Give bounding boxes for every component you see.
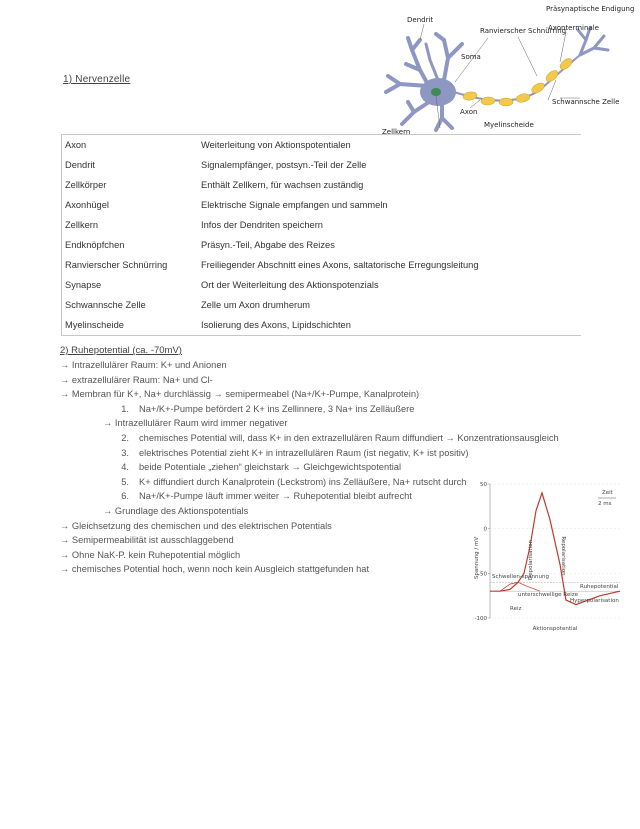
term-row — [62, 195, 582, 215]
section2-title: 2) Ruhepotential (ca. -70mV) — [60, 345, 182, 356]
y-tick-label: 50 — [480, 482, 487, 488]
note-text: → Gleichsetzung des chemischen und des elektrischen Potentials — [60, 520, 332, 531]
term-row — [62, 135, 582, 156]
note-number: 4. — [121, 462, 129, 473]
term-name: Myelinscheide — [62, 315, 202, 336]
note-number: 3. — [121, 447, 129, 458]
term-row — [62, 315, 582, 336]
label-myelin: Myelinscheide — [484, 121, 534, 129]
term-definition: Enthält Zellkern, für wachsen zuständig — [201, 180, 364, 190]
label-zellkern: Zellkern — [382, 128, 411, 136]
label-ranvier: Ranvierscher Schnürring — [480, 27, 567, 35]
neuron-diagram — [380, 0, 640, 140]
term-name: Dendrit — [62, 155, 202, 175]
label-axonterminale: Axonterminale — [548, 24, 599, 32]
term-name: Zellkörper — [62, 175, 202, 195]
note-text: → chemisches Potential hoch, wenn noch kein Ausgleich stattgefunden hat — [60, 564, 370, 575]
annotation-reiz: Reiz — [510, 606, 522, 612]
note-line — [60, 402, 560, 417]
note-line — [60, 358, 560, 373]
scale-value: 2 ms — [598, 501, 612, 507]
term-name: Ranvierscher Schnürring — [62, 255, 202, 275]
label-praesyn: Präsynaptische Endigung — [546, 5, 635, 13]
myelin-segment — [481, 97, 496, 106]
label-soma: Soma — [461, 53, 481, 61]
note-text: → Grundlage des Aktionspotentials — [103, 505, 249, 516]
note-text: K+ diffundiert durch Kanalprotein (Leckstrom) ins Zelläußere, Na+ rutscht durch — [139, 476, 467, 487]
note-text: → Ohne NaK-P. kein Ruhepotential möglich — [60, 549, 241, 560]
y-tick-label: -50 — [478, 571, 487, 578]
note-line — [60, 416, 560, 431]
neuron-dendrites — [386, 34, 462, 130]
note-text: beide Potentiale „ziehen“ gleichstark → Gleichgewichtspotential — [139, 462, 402, 473]
note-text: → Semipermeabilität ist ausschlaggebend — [60, 535, 234, 546]
term-definition: Ort der Weiterleitung des Aktionspotenzials — [201, 280, 379, 290]
term-definition: Infos der Dendriten speichern — [201, 220, 323, 230]
note-text: → extrazellulärer Raum: Na+ und Cl- — [60, 374, 213, 385]
note-line — [60, 431, 560, 446]
note-text: → Intrazellulärer Raum wird immer negativer — [103, 418, 288, 429]
action-potential-chart — [470, 478, 625, 636]
note-number: 5. — [121, 476, 129, 487]
term-definition: Präsyn.-Teil, Abgabe des Reizes — [201, 240, 335, 250]
label-axon: Axon — [460, 108, 478, 116]
annotation-repol: Repolarisation — [560, 536, 566, 576]
annotation-ruhe: Ruhepotential — [580, 584, 619, 590]
y-axis-label: Spannung / mV — [474, 536, 480, 580]
term-table-body — [62, 135, 582, 336]
term-name: Axonhügel — [62, 195, 202, 215]
term-row — [62, 235, 582, 255]
label-schwann: Schwannsche Zelle — [552, 98, 620, 106]
annotation-depol: Depolarisation — [528, 540, 534, 580]
myelin-segment — [530, 81, 546, 95]
note-line — [60, 446, 560, 461]
term-name: Endknöpfchen — [62, 235, 202, 255]
myelin-segment — [515, 92, 531, 103]
term-name: Zellkern — [62, 215, 202, 235]
annotation-hyper: Hyperpolarisation — [570, 598, 619, 604]
term-row — [62, 255, 582, 275]
scale-label: Zeit — [602, 490, 613, 496]
term-name: Synapse — [62, 275, 202, 295]
note-text: Na+/K+-Pumpe befördert 2 K+ ins Zellinnere, 3 Na+ ins Zelläußere — [139, 403, 415, 414]
note-text: → Membran für K+, Na+ durchlässig → semipermeabel (Na+/K+-Pumpe, Kanalprotein) — [60, 389, 420, 400]
note-text: chemisches Potential will, dass K+ in den extrazellulären Raum diffundiert → Konzentrationsausgleich — [139, 432, 559, 443]
y-tick-label: -100 — [474, 616, 487, 622]
note-number: 6. — [121, 491, 129, 502]
term-row — [62, 295, 582, 315]
term-definition: Isolierung des Axons, Lipidschichten — [201, 315, 581, 336]
annotation-unter: unterschwellige Reize — [518, 592, 578, 598]
label-dendrit: Dendrit — [407, 16, 434, 24]
nucleus — [431, 88, 441, 96]
term-row — [62, 215, 582, 235]
note-text: → Intrazellulärer Raum: K+ und Anionen — [60, 360, 227, 370]
y-tick-label: 0 — [483, 526, 487, 533]
term-definition: Signalempfänger, postsyn.-Teil der Zelle — [201, 160, 367, 170]
myelin-segment — [463, 91, 478, 101]
term-row — [62, 175, 582, 195]
term-table — [61, 134, 581, 336]
term-definition: Zelle um Axon drumherum — [201, 300, 311, 310]
note-text: Na+/K+-Pumpe läuft immer weiter → Ruhepotential bleibt aufrecht — [139, 491, 412, 502]
note-line — [60, 460, 560, 475]
term-definition: Freiliegender Abschnitt eines Axons, saltatorische Erregungsleitung — [201, 260, 479, 270]
note-number: 2. — [121, 432, 129, 443]
note-number: 1. — [121, 403, 129, 414]
myelin-segment — [544, 68, 560, 83]
term-definition: Weiterleitung von Aktionspotentialen — [201, 135, 581, 156]
term-row — [62, 155, 582, 175]
note-text: elektrisches Potential zieht K+ in intrazellulären Raum (ist negativ, K+ ist positiv) — [139, 447, 469, 458]
term-definition: Elektrische Signale empfangen und sammeln — [201, 200, 388, 210]
note-line — [60, 387, 560, 402]
annotation-schwelle: Schwellen-spannung — [492, 574, 549, 580]
axon-terminals — [578, 28, 608, 55]
term-row — [62, 275, 582, 295]
term-name: Axon — [62, 135, 202, 156]
note-line — [60, 373, 560, 388]
section1-title: 1) Nervenzelle — [63, 74, 131, 85]
term-name: Schwannsche Zelle — [62, 295, 202, 315]
myelin-segment — [499, 98, 513, 106]
x-axis-label: Aktionspotential — [532, 626, 578, 632]
